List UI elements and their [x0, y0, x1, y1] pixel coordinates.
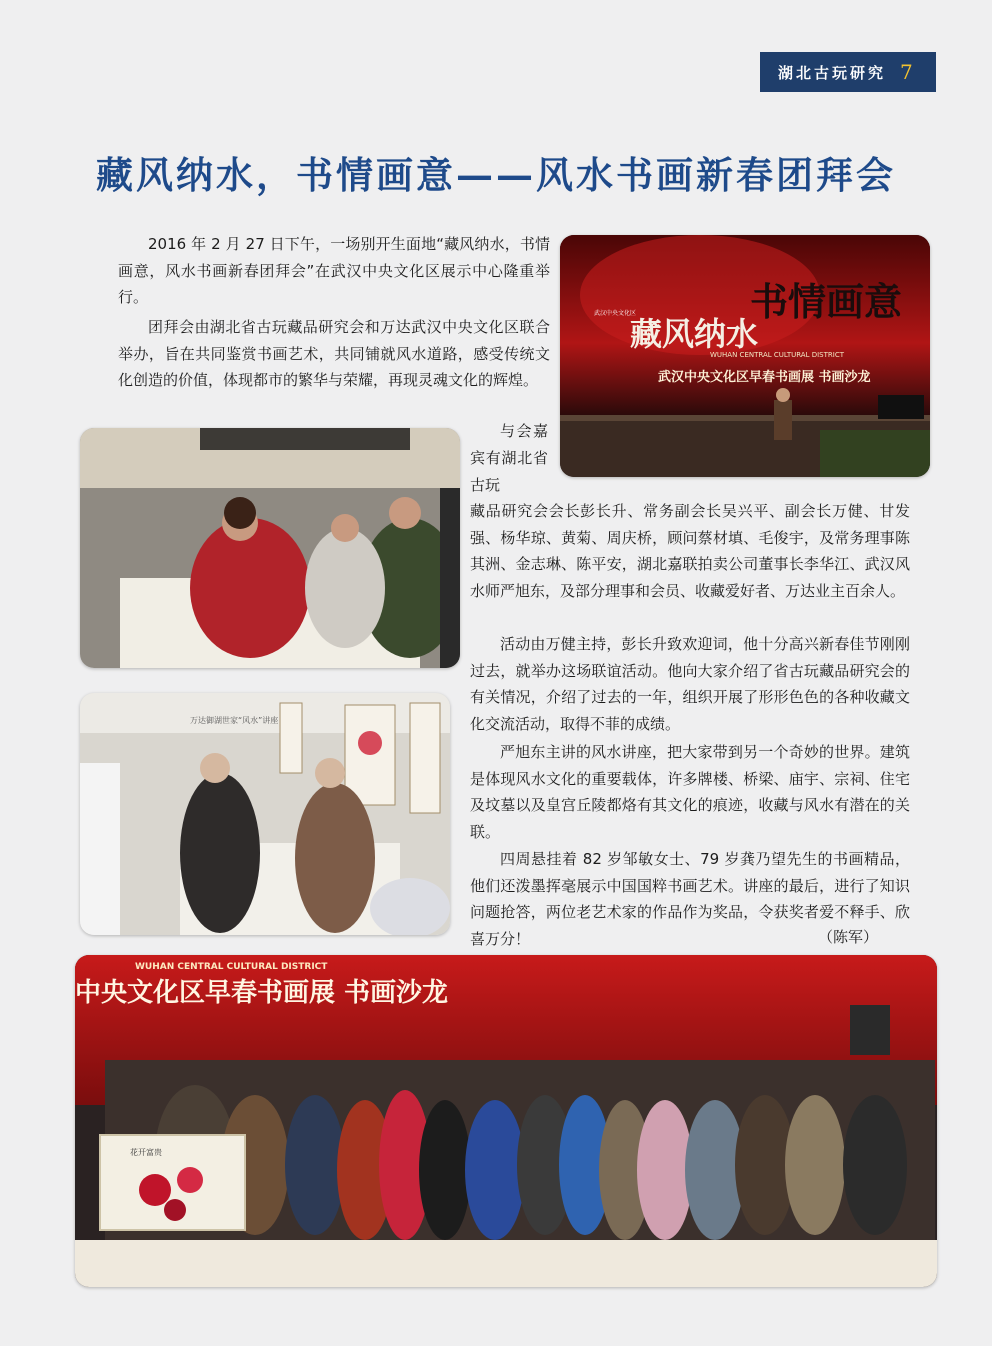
article-paragraph-2: 团拜会由湖北省古玩藏品研究会和万达武汉中央文化区联合举办，旨在共同鉴赏书画艺术，共同铺就风水道路，感受传统文化创造的价值，体现都市的繁华与荣耀，再现灵魂文化的辉煌。	[118, 318, 550, 389]
stage-banner-sub: 武汉中央文化区早春书画展 书画沙龙	[658, 370, 871, 385]
article-title: 藏风纳水，书情画意——风水书画新春团拜会	[96, 153, 896, 197]
group-photo	[75, 955, 937, 1287]
painting-room-sign: 万达御湖世家“风水”讲座	[190, 716, 279, 725]
stage-logo: 武汉中央文化区	[594, 310, 637, 317]
elderly-man-brown-coat	[295, 783, 375, 933]
speaker-figure	[774, 400, 792, 440]
stage-banner-en: WUHAN CENTRAL CULTURAL DISTRICT	[710, 351, 844, 359]
woman-red-coat	[190, 518, 310, 658]
page-number: 7	[900, 60, 913, 84]
article-paragraph-4: 活动由万健主持，彭长升致欢迎词，他十分高兴新春佳节刚刚过去，就举办这场联谊活动。他向大家介绍了省古玩藏品研究会的有关情况，介绍了过去的一年，组织开展了形形色色的各种收藏文化交流活动，取得不菲的成绩。	[470, 635, 910, 733]
article-paragraph-6: 四周悬挂着 82 岁邹敏女士、79 岁龚乃望先生的书画精品，他们还泼墨挥毫展示中国国粹书画艺术。讲座的最后，进行了知识问题抢答，两位老艺术家的作品作为奖品，令获奖者爱不释手、欣喜万分！	[470, 850, 910, 948]
painting-room-photo	[80, 693, 450, 935]
grand-piano	[878, 395, 924, 419]
speaker-box	[850, 1005, 890, 1055]
group-banner-en: WUHAN CENTRAL CULTURAL DISTRICT	[135, 962, 328, 972]
stage-banner-calligraphy: 书情画意	[750, 279, 903, 324]
article-author: （陈军）	[818, 928, 879, 946]
stage-banner-main: 藏风纳水	[630, 315, 759, 353]
journal-header-tab	[760, 52, 936, 92]
journal-name: 湖北古玩研究	[778, 63, 887, 82]
calligraphy-photo	[80, 428, 460, 668]
article-paragraph-5: 严旭东主讲的风水讲座，把大家带到另一个奇妙的世界。建筑是体现风水文化的重要载体，许多牌楼、桥梁、庙宇、宗祠、住宅及坟墓以及皇宫丘陵都烙有其文化的痕迹，收藏与风水有潜在的关联。	[470, 743, 910, 841]
article-paragraph-1: 2016 年 2 月 27 日下午，一场别开生面地“藏风纳水，书情画意，风水书画新春团拜会”在武汉中央文化区展示中心隆重举行。	[118, 235, 550, 306]
article-paragraph-3: 藏品研究会会长彭长升、常务副会长吴兴平、副会长万健、甘发强、杨华琼、黄菊、周庆桥，顾问蔡材填、毛俊宇，及常务理事陈其洲、金志琳、陈平安，湖北嘉联拍卖公司董事长李华江、武汉风水师严旭东，及部分理事和会员、收藏爱好者、万达业主百余人。	[470, 502, 910, 600]
article-paragraph-3-lead: 与会嘉宾有湖北省古玩	[470, 422, 548, 494]
stage-flowers	[820, 430, 930, 477]
elderly-man-dark-coat	[180, 773, 260, 933]
peony-painting-title: 花开富贵	[130, 1148, 162, 1157]
speaker-head	[776, 388, 790, 402]
group-banner: 中央文化区早春书画展 书画沙龙	[75, 978, 449, 1008]
stage-photo	[560, 235, 930, 477]
